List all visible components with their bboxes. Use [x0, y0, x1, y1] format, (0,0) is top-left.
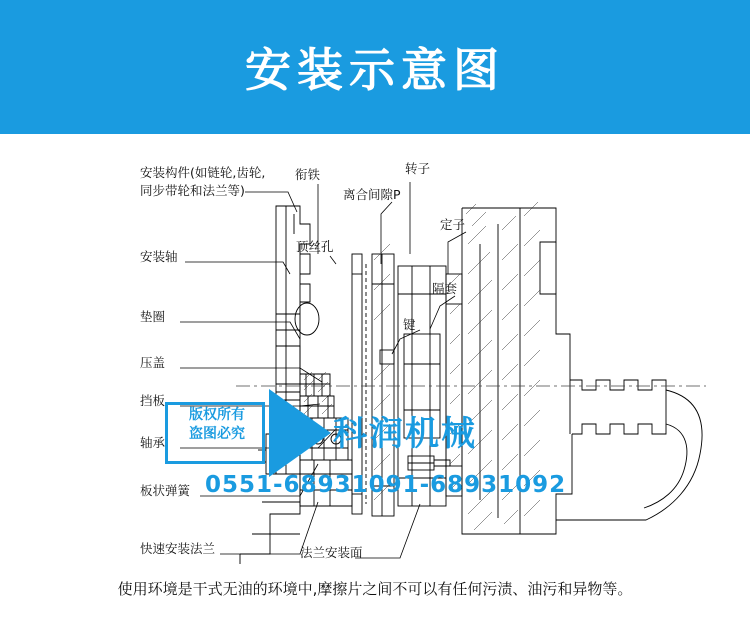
label-stator: 定子 [440, 217, 466, 232]
label-set-screw-hole: 顶丝孔 [296, 239, 334, 254]
watermark-brand: 科润机械 [333, 414, 477, 454]
label-flange-mount-face: 法兰安装面 [300, 545, 363, 560]
label-baffle-plate: 挡板 [140, 393, 166, 408]
label-plate-spring: 板状弹簧 [140, 483, 191, 498]
bolt-detail [408, 456, 450, 470]
label-key: 键 [403, 317, 416, 332]
diagram-area [0, 134, 750, 564]
label-quick-mount-flange: 快速安装法兰 [140, 541, 216, 556]
page-title: 安装示意图 [245, 43, 505, 97]
label-washer: 垫圈 [140, 309, 166, 324]
label-mounting-shaft: 安装轴 [140, 249, 178, 264]
label-bearing: 轴承 [140, 435, 166, 450]
label-gland-cover: 压盖 [140, 355, 166, 370]
header-banner [0, 0, 750, 134]
watermark-copyright-line1: 版权所有 [189, 407, 245, 423]
footer-caption: 使用环境是干式无油的环境中,摩擦片之间不可以有任何污渍、油污和异物等。 [117, 580, 633, 598]
label-mounting-component: 安装构件(如链轮,齿轮,同步带轮和法兰等) [140, 165, 266, 199]
label-clutch-gap: 离合间隙P [343, 187, 401, 202]
watermark-copyright-line2: 盗图必究 [189, 425, 245, 442]
washer-gland-stack [300, 374, 334, 418]
watermark-phone: 0551-68931091-68931092 [205, 472, 567, 498]
label-rotor: 转子 [405, 161, 431, 176]
label-spacer-sleeve: 隔套 [432, 281, 458, 296]
housing-body [462, 208, 702, 534]
bearing-group [300, 418, 348, 460]
section-hatching [304, 202, 540, 530]
label-armature: 衔铁 [295, 167, 321, 182]
